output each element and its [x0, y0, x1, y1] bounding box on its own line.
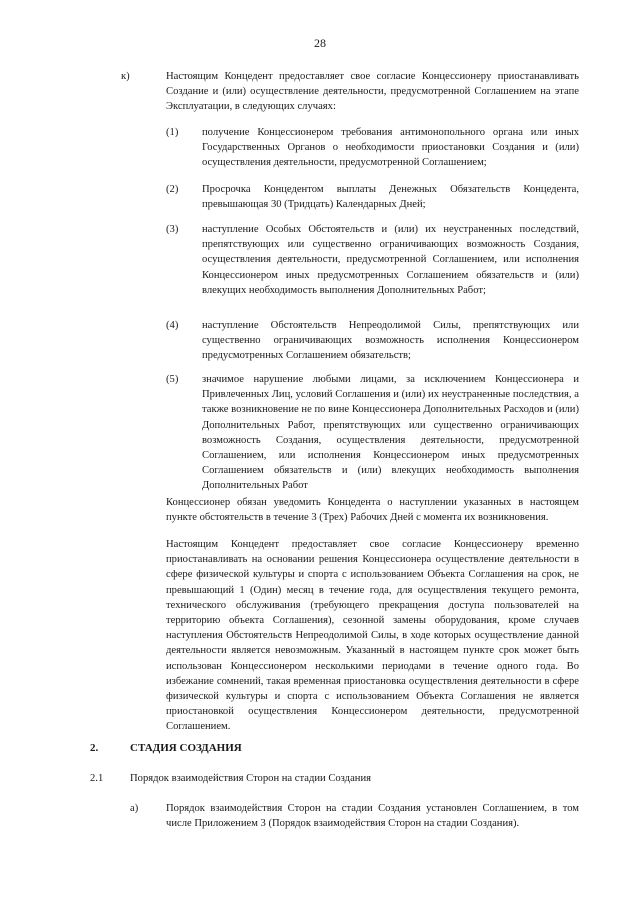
notice-paragraph: Концессионер обязан уведомить Концедента о наступлении указанных в настоящем пункте обстоятельств в течение 3 (Трех) Рабочих Дней с момента их возникновения.: [166, 497, 579, 524]
subitem-5-text: значимое нарушение любыми лицами, за исключением Концессионера и Привлеченных Лиц, условий Соглашения и (или) их неустраненные последствия, а также возникновение не по вине Концессионера Дополнительных Расходов и (или) Дополнительных Работ, препятствующих или существенно ограничивающих возможность Создания, осуществления деятельности, предусмотренной Соглашением, или исполнения Концессионером иных предусмотренных Соглашением обязательств и (или) влекущих необходимость выполнения Дополнительных Работ: [202, 374, 579, 492]
section-2-number: 2.: [90, 742, 99, 754]
subitem-4-marker: (4): [166, 320, 179, 331]
item-a-text: Порядок взаимодействия Сторон на стадии Создания установлен Соглашением, в том числе Приложением 3 (Порядок взаимодействия Сторон на стадии Создания).: [166, 803, 579, 830]
item-k-text: Настоящим Концедент предоставляет свое согласие Концессионеру приостанавливать Создание и (или) осуществление деятельности, предусмотренной Соглашением на этапе Эксплуатации, в следующих случаях:: [166, 71, 579, 113]
consent-paragraph: Настоящим Концедент предоставляет свое согласие Концессионеру временно приостанавливать на основании решения Концессионера осуществление деятельности в сфере физической культуры и спорта с использованием Объекта Соглашения на срок, не превышающий 1 (Один) месяц в течение года, для осуществления текущего ремонта, технического обслуживания (требующего прекращения доступа пользователей на территорию объекта Соглашения), сезонной замены оборудования, кроме случаев наступления Обстоятельств Непреодолимой Силы, в ходе которых осуществление данной деятельности является невозможным. Указанный в настоящем пункте срок может быть использован Концессионером несколькими периодами в течение одного года. Во избежание сомнений, такая временная приостановка осуществления деятельности в сфере физической культуры и спорта с использованием Объекта Соглашения не является приостановкой осуществления Концессионером деятельности, предусмотренной Соглашением.: [166, 539, 579, 733]
section-2-1-number: 2.1: [90, 773, 104, 784]
section-2-1-title: Порядок взаимодействия Сторон на стадии Создания: [130, 773, 371, 784]
subitem-2-marker: (2): [166, 184, 179, 195]
item-k-marker: к): [121, 71, 130, 82]
subitem-1-marker: (1): [166, 127, 179, 138]
subitem-3-marker: (3): [166, 224, 179, 235]
subitem-3-text: наступление Особых Обстоятельств и (или) их неустраненных последствий, препятствующих или существенно ограничивающих возможность Создания, осуществления деятельности, предусмотренной Соглашением, или исполнения Концессионером иных предусмотренных Соглашением обязательств и (или) влекущих необходимость выполнения Дополнительных Работ;: [202, 224, 579, 296]
item-a-marker: а): [130, 803, 139, 814]
page-number: 28: [314, 36, 326, 50]
subitem-1-text: получение Концессионером требования антимонопольного органа или иных Государственных Органов о необходимости приостановки Создания и (или) осуществления деятельности, предусмотренной Соглашением;: [202, 127, 579, 169]
subitem-4-text: наступление Обстоятельств Непреодолимой Силы, препятствующих или существенно ограничивающих возможность исполнения Концессионером предусмотренных Соглашением обязательств;: [202, 320, 579, 362]
subitem-5-marker: (5): [166, 374, 179, 385]
section-2-title: СТАДИЯ СОЗДАНИЯ: [130, 742, 242, 754]
subitem-2-text: Просрочка Концедентом выплаты Денежных Обязательств Концедента, превышающая 30 (Тридцать) Календарных Дней;: [202, 184, 579, 211]
